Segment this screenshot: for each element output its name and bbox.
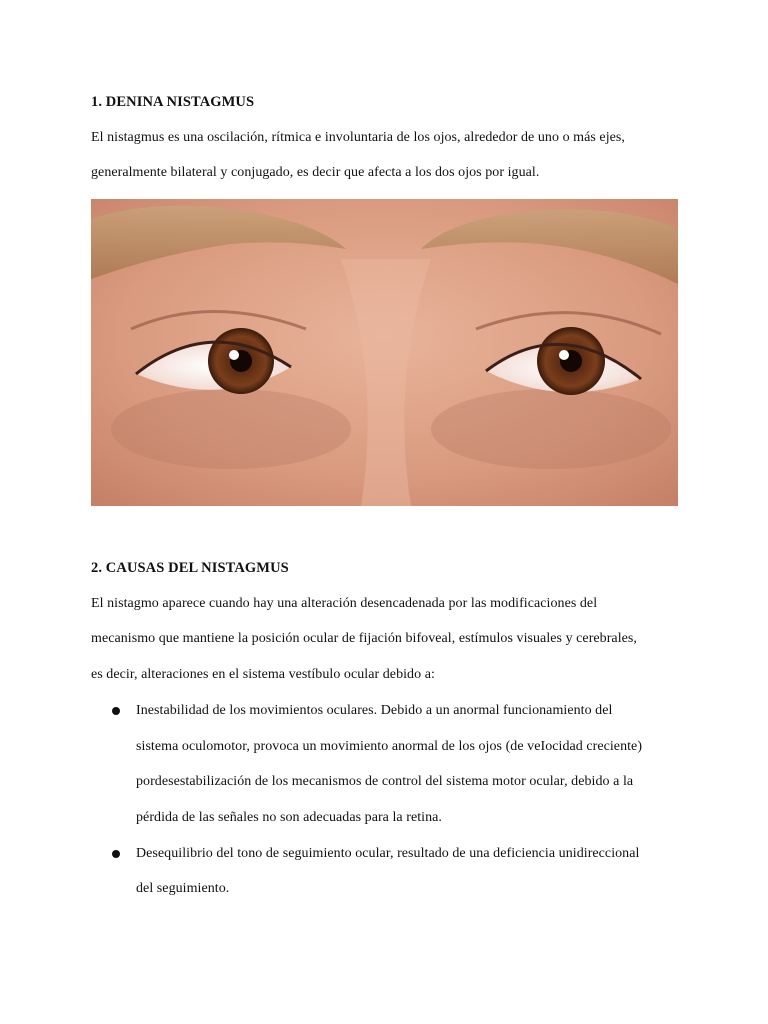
section-2-heading: 2. CAUSAS DEL NISTAGMUS	[91, 560, 289, 576]
section-2-intro-line-3: es decir, alteraciones en el sistema vestíbulo ocular debido a:	[91, 667, 435, 682]
bullet-2-line-2: del seguimiento.	[136, 881, 230, 896]
eyes-illustration	[91, 199, 678, 506]
section-1-line-2: generalmente bilateral y conjugado, es decir que afecta a los dos ojos por igual.	[91, 165, 540, 180]
bullet-1-line-2: sistema oculomotor, provoca un movimiento anormal de los ojos (de veIocidad creciente)	[136, 739, 643, 754]
section-1-line-1: El nistagmus es una oscilación, rítmica e involuntaria de los ojos, alrededor de uno o más ejes,	[91, 130, 625, 145]
section-2-intro-line-2: mecanismo que mantiene la posición ocular de fijación bifoveal, estímulos visuales y cerebrales,	[91, 631, 637, 646]
section-1-heading: 1. DENINA NISTAGMUS	[91, 94, 255, 110]
bullet-2-marker	[112, 850, 120, 858]
section-2-intro-line-1: El nistagmo aparece cuando hay una alteración desencadenada por las modificaciones del	[91, 596, 598, 611]
bullet-1-line-4: pérdida de las señales no son adecuadas para la retina.	[136, 810, 442, 825]
bullet-1-marker	[112, 707, 120, 715]
eyes-photo	[91, 199, 678, 506]
bullet-1-line-3: pordesestabilización de los mecanismos de control del sistema motor ocular, debido a la	[136, 774, 634, 789]
bullet-1-line-1: Inestabilidad de los movimientos oculares. Debido a un anormal funcionamiento del	[136, 703, 613, 718]
bullet-2-line-1: Desequilibrio del tono de seguimiento ocular, resultado de una deficiencia unidireccional	[136, 846, 640, 861]
